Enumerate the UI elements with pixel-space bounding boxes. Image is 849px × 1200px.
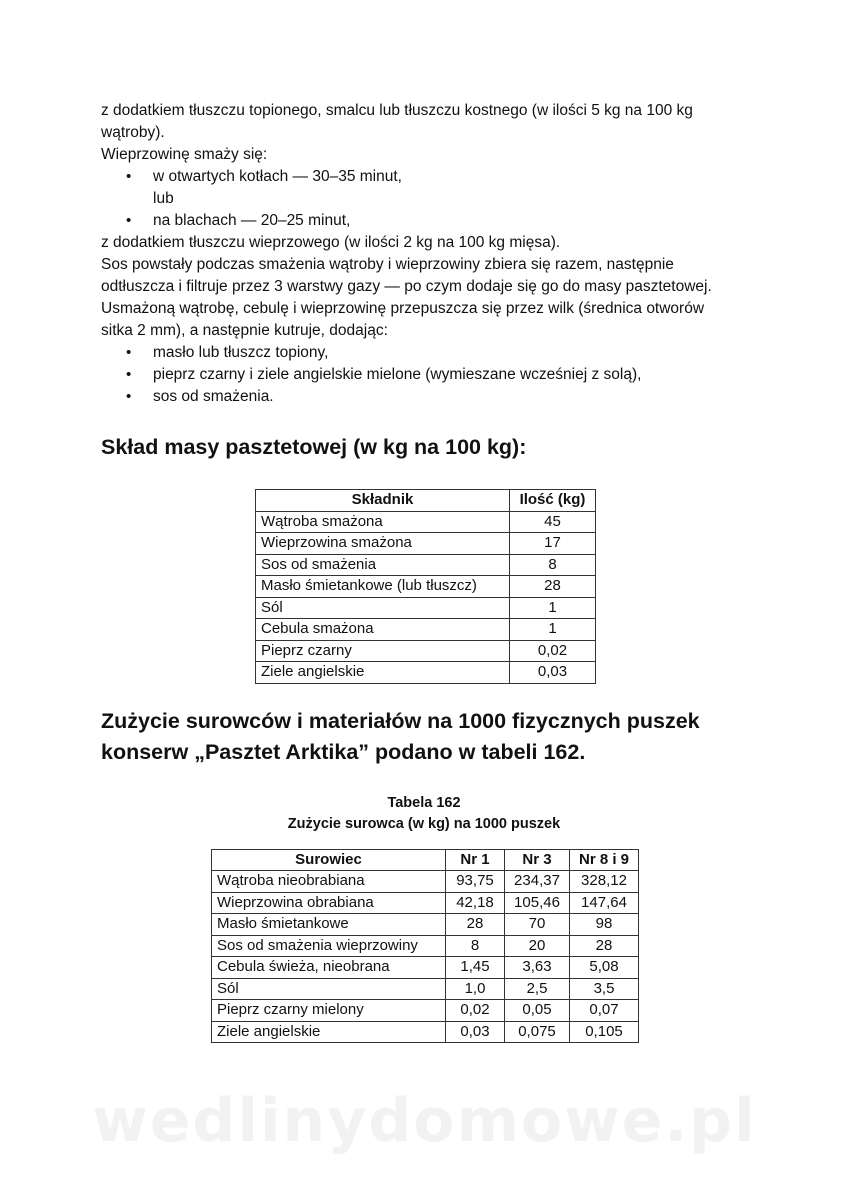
table-row: [212, 914, 639, 936]
cell-amount: 17: [510, 533, 596, 555]
cell-ingredient: Wątroba smażona: [256, 511, 510, 533]
cell-nr8-9: 3,5: [570, 978, 639, 1000]
composition-table: [255, 489, 596, 684]
list-item: • pieprz czarny i ziele angielskie mielone (wymieszane wcześniej z solą),: [101, 364, 761, 386]
cell-ingredient: Cebula smażona: [256, 619, 510, 641]
usage-heading-line-1: Zużycie surowców i materiałów na 1000 fizycznych puszek: [101, 708, 700, 733]
cell-amount: 1: [510, 619, 596, 641]
cell-amount: 1: [510, 597, 596, 619]
header-nr1: Nr 1: [446, 849, 505, 871]
cell-nr1: 28: [446, 914, 505, 936]
intro-line-4: z dodatkiem tłuszczu wieprzowego (w ilości 2 kg na 100 kg mięsa).: [101, 234, 561, 251]
table-row: [212, 1021, 639, 1043]
composition-heading: Skład masy pasztetowej (w kg na 100 kg):: [101, 435, 527, 459]
cell-nr1: 42,18: [446, 892, 505, 914]
cell-ingredient: Pieprz czarny: [256, 640, 510, 662]
cell-nr8-9: 147,64: [570, 892, 639, 914]
intro-line-7: Usmażoną wątrobę, cebulę i wieprzowinę przepuszcza się przez wilk (średnica otworów: [101, 300, 705, 317]
cell-nr3: 3,63: [505, 957, 570, 979]
table-header-row: [212, 849, 639, 871]
cell-nr8-9: 98: [570, 914, 639, 936]
intro-line-6: odtłuszcza i filtruje przez 3 warstwy gazy — po czym dodaje się go do masy pasztetowej.: [101, 278, 712, 295]
cell-nr3: 2,5: [505, 978, 570, 1000]
table-row: [212, 935, 639, 957]
table-row: [212, 1000, 639, 1022]
cell-nr3: 20: [505, 935, 570, 957]
cell-ingredient: Wieprzowina smażona: [256, 533, 510, 555]
table-row: [256, 662, 596, 684]
cell-nr1: 1,45: [446, 957, 505, 979]
table-row: [256, 554, 596, 576]
ingredients-list: [101, 342, 761, 408]
list-item: • sos od smażenia.: [101, 386, 761, 408]
list-item: • w otwartych kotłach — 30–35 minut,: [101, 166, 761, 188]
cell-nr1: 8: [446, 935, 505, 957]
list-item: • na blachach — 20–25 minut,: [101, 210, 761, 232]
page-content: [101, 100, 761, 1043]
table-row: [256, 619, 596, 641]
header-ingredient: Składnik: [256, 490, 510, 512]
cell-nr8-9: 0,105: [570, 1021, 639, 1043]
cell-ingredient: Masło śmietankowe (lub tłuszcz): [256, 576, 510, 598]
header-amount: Ilość (kg): [510, 490, 596, 512]
cell-ingredient: Ziele angielskie: [256, 662, 510, 684]
cell-amount: 0,02: [510, 640, 596, 662]
intro-line-8: sitka 2 mm), a następnie kutruje, dodając:: [101, 322, 388, 339]
cell-material: Sos od smażenia wieprzowiny: [212, 935, 446, 957]
table-row: [212, 978, 639, 1000]
watermark: wedlinydomowe.pl: [92, 1086, 757, 1156]
list-item: • masło lub tłuszcz topiony,: [101, 342, 761, 364]
cell-material: Sól: [212, 978, 446, 1000]
table-row: [256, 640, 596, 662]
intro-line-2: wątroby).: [101, 124, 165, 141]
cell-nr8-9: 5,08: [570, 957, 639, 979]
cell-nr1: 0,03: [446, 1021, 505, 1043]
table-row: [256, 576, 596, 598]
cell-nr8-9: 328,12: [570, 871, 639, 893]
cell-nr1: 93,75: [446, 871, 505, 893]
cell-ingredient: Sól: [256, 597, 510, 619]
table-header-row: [256, 490, 596, 512]
header-nr3: Nr 3: [505, 849, 570, 871]
cell-material: Masło śmietankowe: [212, 914, 446, 936]
intro-line-1: z dodatkiem tłuszczu topionego, smalcu lub tłuszczu kostnego (w ilości 5 kg na 100 kg: [101, 102, 693, 119]
frying-methods-list: [101, 166, 761, 188]
table-caption-title: Tabela 162: [387, 794, 461, 811]
cell-nr1: 0,02: [446, 1000, 505, 1022]
cell-nr3: 70: [505, 914, 570, 936]
intro-line-5: Sos powstały podczas smażenia wątroby i wieprzowiny zbiera się razem, następnie: [101, 256, 674, 273]
cell-material: Wątroba nieobrabiana: [212, 871, 446, 893]
header-nr8-9: Nr 8 i 9: [570, 849, 639, 871]
usage-heading-line-2: konserw „Pasztet Arktika” podano w tabeli 162.: [101, 739, 586, 764]
cell-material: Pieprz czarny mielony: [212, 1000, 446, 1022]
table-row: [256, 511, 596, 533]
table-caption: [101, 793, 747, 835]
table-caption-subtitle: Zużycie surowca (w kg) na 1000 puszek: [287, 815, 561, 832]
cell-nr3: 234,37: [505, 871, 570, 893]
table-row: [212, 892, 639, 914]
cell-material: Wieprzowina obrabiana: [212, 892, 446, 914]
table-row: [212, 957, 639, 979]
cell-ingredient: Sos od smażenia: [256, 554, 510, 576]
cell-material: Ziele angielskie: [212, 1021, 446, 1043]
cell-nr1: 1,0: [446, 978, 505, 1000]
frying-methods-list-2: [101, 210, 761, 232]
table-row: [256, 597, 596, 619]
or-text: lub: [153, 190, 174, 207]
table-row: [256, 533, 596, 555]
table-row: [212, 871, 639, 893]
cell-amount: 8: [510, 554, 596, 576]
cell-nr8-9: 28: [570, 935, 639, 957]
usage-table: [211, 849, 639, 1044]
cell-amount: 45: [510, 511, 596, 533]
cell-amount: 0,03: [510, 662, 596, 684]
intro-line-3: Wieprzowinę smaży się:: [101, 146, 268, 163]
cell-nr3: 105,46: [505, 892, 570, 914]
cell-nr8-9: 0,07: [570, 1000, 639, 1022]
cell-amount: 28: [510, 576, 596, 598]
cell-nr3: 0,075: [505, 1021, 570, 1043]
header-material: Surowiec: [212, 849, 446, 871]
cell-nr3: 0,05: [505, 1000, 570, 1022]
cell-material: Cebula świeża, nieobrana: [212, 957, 446, 979]
